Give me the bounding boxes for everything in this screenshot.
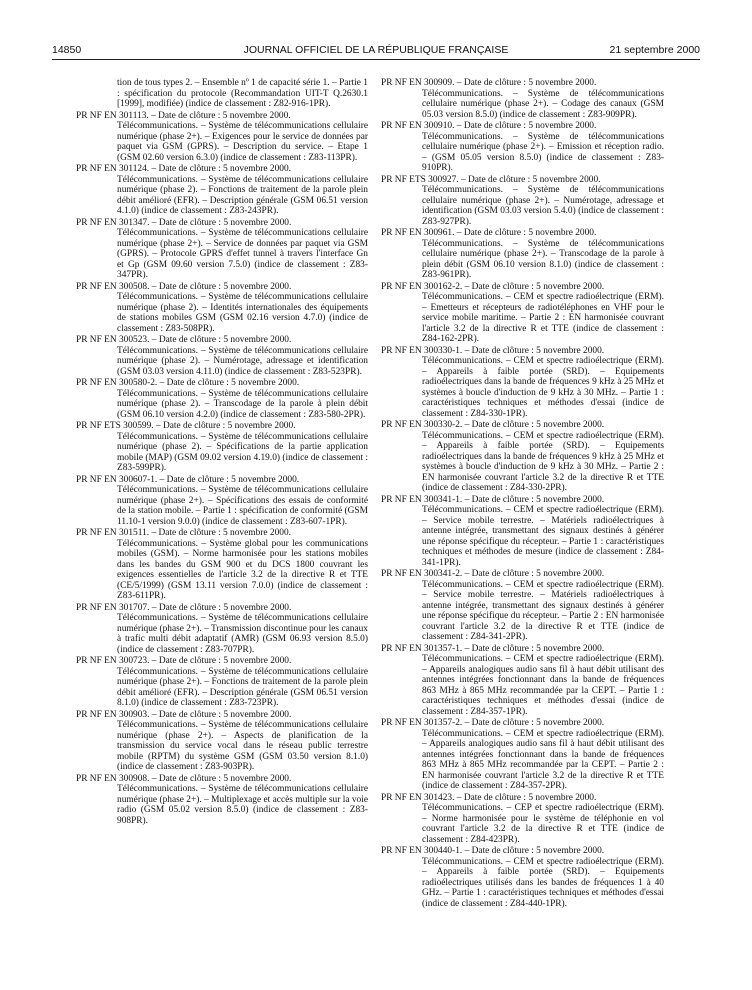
entry-description: Télécommunications. – Système de télécommunications cellulaire numérique (phase 2+). – Codage des canaux (GSM 05.03 version 8.5.0) (indice de classement : Z83-909PR). — [422, 88, 664, 120]
entry-description: Télécommunications. – Système de télécommunications cellulaire numérique (phase 2). – Transcodage de la parole à plein débit (GSM 06.10 version 4.2.0) (indice de classement : Z83-580-2PR). — [117, 388, 368, 420]
entry-reference: PR NF EN 300607-1. – Date de clôture : 5 novembre 2000. — [76, 474, 300, 485]
entry-reference: PR NF EN 300580-2. – Date de clôture : 5 novembre 2000. — [76, 378, 300, 388]
standard-entry — [381, 420, 664, 494]
standard-entry — [76, 378, 368, 420]
entry-description: Télécommunications. – Système de télécommunications cellulaire numérique (phase 2+). – Numérotage, adressage et identification (GSM 03.03 version 5.4.0) (indice de classement : Z83-927PR). — [422, 185, 664, 227]
entry-reference: PR NF EN 300330-1. – Date de clôture : 5 novembre 2000. — [381, 345, 605, 356]
entry-reference: PR NF EN 301124. – Date de clôture : 5 novembre 2000. — [76, 164, 291, 174]
standard-entry — [381, 78, 664, 120]
entry-description: Télécommunications. – Système de télécommunications cellulaire numérique (phase 2+). – Fonctions de traitement de la parole plein débit amélioré (EFR). – Description générale (GSM 06.51 version 8.1.0) (indice de classement : Z83-723PR). — [117, 666, 368, 708]
entry-description: Télécommunications. – CEM et spectre radioélectrique (ERM). – Appareils à faible portée (SRD). – Equipements radioélectriques dans la bande de fréquences 9 kHz à 25 MHz et systèmes à boucle d'induction de 9 kHz à 30 MHz. – Partie 2 : EN harmonisée couvrant l'article 3.2 de la directive R et TTE (indice de classement : Z84-330-2PR). — [422, 430, 664, 493]
entry-reference: PR NF EN 301511. – Date de clôture : 5 novembre 2000. — [76, 528, 291, 538]
entry-reference: PR NF EN 300341-2. – Date de clôture : 5 novembre 2000. — [381, 569, 605, 579]
entry-reference: PR NF ETS 300599. – Date de clôture : 5 novembre 2000. — [76, 421, 296, 431]
entry-reference: PR NF EN 301357-2. – Date de clôture : 5 novembre 2000. — [381, 718, 605, 728]
issue-date: 21 septembre 2000 — [609, 44, 700, 56]
entry-description: Télécommunications. – Système de télécommunications cellulaire numérique (phase 2+). – Emission et réception radio. – (GSM 05.05 version 8.5.0) (indice de classement : Z83-910PR). — [422, 131, 664, 173]
entry-reference: PR NF EN 300341-1. – Date de clôture : 5 novembre 2000. — [381, 494, 605, 505]
entry-reference: PR NF EN 300523. – Date de clôture : 5 novembre 2000. — [76, 335, 292, 345]
standard-entry — [76, 710, 368, 773]
standard-entry — [381, 346, 664, 420]
standard-entry — [76, 282, 368, 335]
entry-reference: PR NF EN 301357-1. – Date de clôture : 5 novembre 2000. — [381, 643, 605, 654]
entry-reference: PR NF EN 300903. – Date de clôture : 5 novembre 2000. — [76, 709, 292, 720]
standard-entry — [381, 121, 664, 174]
entry-reference: PR NF EN 301423. – Date de clôture : 5 novembre 2000. — [381, 792, 597, 803]
entry-description: Télécommunications. – CEM et spectre radioélectrique (ERM). – Emetteurs et récepteurs de radiotéléphones en VHF pour le service mobile maritime. – Partie 2 : EN harmonisée couvrant l'article 3.2 de la directive R et TTE (indice de classement : Z84-162-2PR). — [422, 292, 664, 344]
entry-description: Télécommunications. – Système de télécommunications cellulaire numérique (phase 2+). – Multiplexage et accès multiple sur la voie radio (GSM 05.02 version 8.5.0) (indice de classement : Z83-908PR). — [117, 784, 368, 826]
entry-reference: PR NF EN 300910. – Date de clôture : 5 novembre 2000. — [381, 121, 597, 131]
left-column — [76, 78, 368, 827]
header-rule — [52, 59, 700, 60]
entry-reference: PR NF EN 301113. – Date de clôture : 5 novembre 2000. — [76, 110, 291, 121]
entry-description: Télécommunications. – CEM et spectre radioélectrique (ERM). – Appareils à faible portée (SRD). – Equipements radioélectriques dans la bande de fréquences 9 kHz à 25 MHz et systèmes à boucle d'induction de 9 kHz à 30 MHz. – Partie 1 : caractéristiques techniques et méthodes d'essai (indice de classement : Z84-330-1PR). — [422, 356, 664, 419]
entry-reference: PR NF EN 300723. – Date de clôture : 5 novembre 2000. — [76, 656, 292, 666]
page-number: 14850 — [52, 44, 82, 56]
standard-entry — [381, 569, 664, 643]
standard-entry — [381, 793, 664, 846]
entry-description: Télécommunications. – Système de télécommunications cellulaire numérique (phase 2+). – Aspects de planification de la transmission du service vocal dans le réseau public terrestre mobile (RPTM) du système GSM (GSM 03.50 version 8.1.0) (indice de classement : Z83-903PR). — [117, 720, 368, 772]
standard-entry — [381, 282, 664, 345]
standard-entry — [381, 228, 664, 281]
standard-entry — [76, 421, 368, 474]
entry-description: Télécommunications. – Système de télécommunications cellulaire numérique (phase 2+). – Transcodage de la parole à plein débit (GSM 06.10 version 8.1.0) (indice de classement : Z83-961PR). — [422, 238, 664, 280]
standard-entry — [76, 335, 368, 377]
right-column — [381, 78, 664, 910]
standard-entry — [76, 218, 368, 281]
entry-description: Télécommunications. – Système de télécommunications cellulaire numérique (phase 2+). – Exigences pour le service de données par paquet via GSM (GPRS). – Description du service. – Etape 1 (GSM 02.60 version 6.3.0) (indice de classement : Z83-113PR). — [117, 121, 368, 163]
entry-description: Télécommunications. – CEM et spectre radioélectrique (ERM). – Service mobile terrestre. – Matériels radioélectriques à antenne intégrée, transmettant des signaux destinés à générer une réponse spécifique du récepteur. – Partie 2 : EN harmonisée couvrant l'article 3.2 de la directive R et TTE (indice de classement : Z84-341-2PR). — [422, 579, 664, 642]
standard-entry — [76, 111, 368, 164]
entry-description: Télécommunications. – CEP et spectre radioélectrique (ERM). – Norme harmonisée pour le système de téléphonie en vol couvrant l'article 3.2 de la directive R et TTE (indice de classement : Z84-423PR). — [422, 803, 664, 845]
entry-reference: PR NF EN 300440-1. – Date de clôture : 5 novembre 2000. — [381, 846, 605, 856]
entry-description: Télécommunications. – Système de télécommunications cellulaire numérique (phase 2). – Identités internationales des équipements de stations mobiles GSM (GSM 02.16 version 4.7.0) (indice de classement : Z83-508PR). — [117, 292, 368, 334]
standard-entry — [381, 175, 664, 228]
standard-entry — [76, 164, 368, 217]
standard-entry — [76, 774, 368, 827]
standard-entry — [76, 656, 368, 709]
entry-description: Télécommunications. – Système de télécommunications cellulaire numérique (phase 2+). – Service de données par paquet via GSM (GPRS). – Protocole GPRS d'effet tunnel à travers l'interface Gn et Gp (GSM 09.60 version 7.5.0) (indice de classement : Z83-347PR). — [117, 228, 368, 280]
entry-reference: PR NF EN 301347. – Date de clôture : 5 novembre 2000. — [76, 217, 292, 228]
entry-description: Télécommunications. – Système de télécommunications cellulaire numérique (phase 2+). – Spécifications des essais de conformité de la station mobile. – Partie 1 : spécification de conformité (GSM 11.10-1 version 9.0.0) (indice de classement : Z83-607-1PR). — [117, 485, 368, 527]
continued-entry-text: tion de tous types 2. – Ensemble nº 1 de capacité série 1. – Partie 1 : spécification du protocole (Recommandation UIT-T Q.2630.1 [1999], modifiée) (indice de classement : Z82-916-1PR). — [117, 78, 368, 109]
entry-reference: PR NF EN 300908. – Date de clôture : 5 novembre 2000. — [76, 773, 292, 784]
entry-reference: PR NF EN 301707. – Date de clôture : 5 novembre 2000. — [76, 602, 292, 613]
entry-reference: PR NF EN 300162-2. – Date de clôture : 5 novembre 2000. — [381, 281, 605, 292]
entry-reference: PR NF EN 300909. – Date de clôture : 5 novembre 2000. — [381, 78, 597, 88]
standard-entry — [381, 644, 664, 718]
entry-description: Télécommunications. – Système global pour les communications mobiles (GSM). – Norme harmonisée pour les stations mobiles dans les bandes du GSM 900 et du DCS 1800 couvrant les exigences essentielles de l'article 3.2 de la directive R et TTE (CE/5/1999) (GSM 13.11 version 7.0.0) (indice de classement : Z83-611PR). — [117, 538, 368, 601]
standard-entry — [76, 603, 368, 656]
entry-reference: PR NF EN 300961. – Date de clôture : 5 novembre 2000. — [381, 228, 597, 238]
standard-entry — [76, 528, 368, 602]
entry-reference: PR NF EN 300508. – Date de clôture : 5 novembre 2000. — [76, 281, 292, 292]
entry-description: Télécommunications. – Système de télécommunications cellulaire numérique (phase 2). – Spécifications de la partie application mobile (MAP) (GSM 09.02 version 4.19.0) (indice de classement : Z83-599PR). — [117, 431, 369, 473]
entry-description: Télécommunications. – CEM et spectre radioélectrique (ERM). – Appareils analogiques audio sans fil à haut débit utilisant des antennes intégrées fonctionnant dans la bande de fréquences 863 MHz à 865 MHz recommandée par la CEPT. – Partie 2 : EN harmonisée couvrant l'article 3.2 de la directive R et TTE (indice de classement : Z84-357-2PR). — [422, 728, 664, 791]
entry-description: Télécommunications. – Système de télécommunications cellulaire numérique (phase 2+). – Transmission discontinue pour les canaux à trafic multi débit adaptatif (AMR) (GSM 06.93 version 8.5.0) (indice de classement : Z83-707PR). — [117, 613, 368, 655]
standard-entry — [381, 846, 664, 909]
entry-description: Télécommunications. – CEM et spectre radioélectrique (ERM). – Appareils à faible portée (SRD). – Equipements radioélectriques utilisés dans les bandes de fréquences 1 à 40 GHz. – Partie 1 : caractéristiques techniques et méthodes d'essai (indice de classement : Z84-440-1PR). — [422, 856, 664, 909]
entry-description: Télécommunications. – CEM et spectre radioélectrique (ERM). – Appareils analogiques audio sans fil à haut débit utilisant des antennes intégrées fonctionnant dans la bande de fréquences 863 MHz à 865 MHz recommandée par la CEPT. – Partie 1 : caractéristiques techniques et méthodes d'essai (indice de classement : Z84-357-1PR). — [422, 654, 664, 717]
entry-description: Télécommunications. – CEM et spectre radioélectrique (ERM). – Service mobile terrestre. – Matériels radioélectriques à antenne intégrée, transmettant des signaux destinés à générer une réponse spécifique du récepteur. – Partie 1 : caractéristiques techniques et méthodes de mesure (indice de classement : Z84-341-1PR). — [422, 505, 664, 568]
entry-reference: PR NF EN 300330-2. – Date de clôture : 5 novembre 2000. — [381, 420, 605, 430]
journal-title: JOURNAL OFFICIEL DE LA RÉPUBLIQUE FRANÇAISE — [243, 44, 509, 56]
entry-reference: PR NF ETS 300927. – Date de clôture : 5 novembre 2000. — [381, 174, 601, 185]
standard-entry — [381, 718, 664, 792]
entry-description: Télécommunications. – Système de télécommunications cellulaire numérique (phase 2). – Numérotage, adressage et identification (GSM 03.03 version 4.11.0) (indice de classement : Z83-523PR). — [117, 345, 368, 377]
standard-entry — [76, 475, 368, 528]
standard-entry — [381, 495, 664, 569]
entry-description: Télécommunications. – Système de télécommunications cellulaire numérique (phase 2). – Fonctions de traitement de la parole plein débit amélioré (EFR). – Description générale (GSM 06.51 version 4.1.0) (indice de classement : Z83-243PR). — [117, 174, 368, 216]
